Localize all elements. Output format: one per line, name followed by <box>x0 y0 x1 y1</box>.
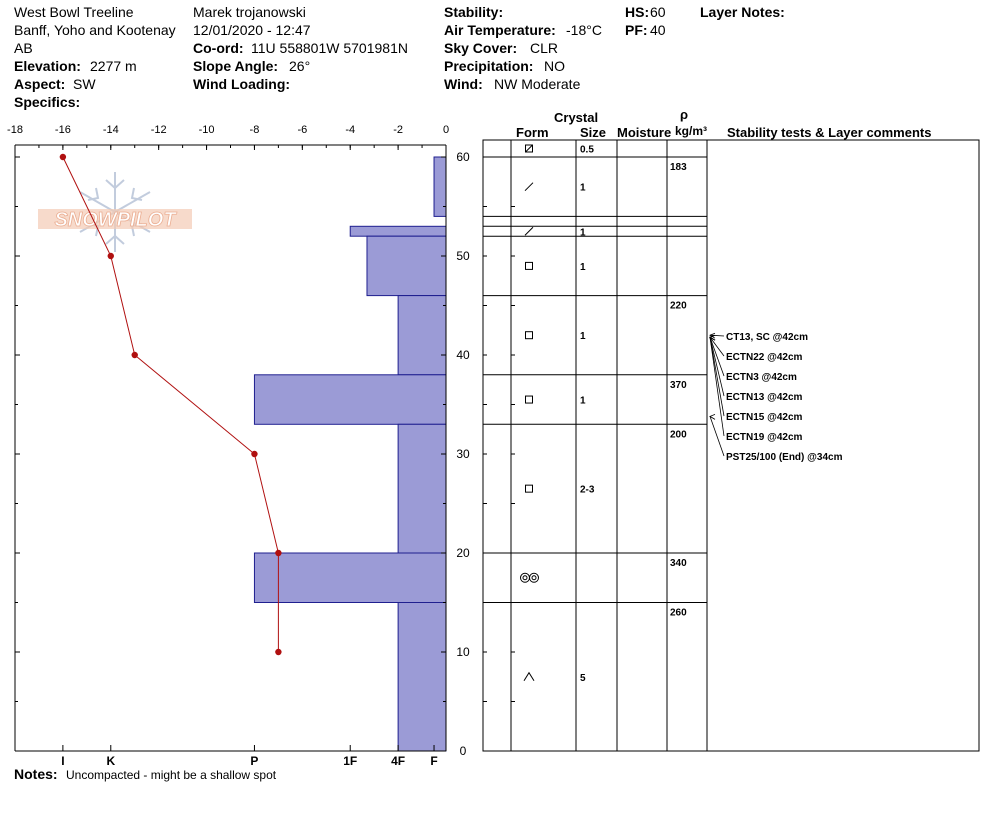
stability-test-leader <box>710 337 724 376</box>
stability-test-label: PST25/100 (End) @34cm <box>726 452 843 463</box>
height-tick-label: 50 <box>456 249 470 263</box>
notes-text: Uncompacted - might be a shallow spot <box>66 768 277 782</box>
layer-density: 183 <box>670 162 687 173</box>
hs-label: HS: <box>625 4 650 20</box>
faceted-square <box>526 396 533 403</box>
temperature-point <box>275 649 281 655</box>
stability-test-label: CT13, SC @42cm <box>726 332 809 343</box>
temperature-point <box>275 550 281 556</box>
sky-value: CLR <box>530 40 559 56</box>
layer-size: 1 <box>580 182 586 194</box>
form-header: Form <box>516 125 549 140</box>
surface-icon <box>526 145 533 152</box>
faceted-icon <box>526 485 533 492</box>
hardness-bar <box>254 375 446 425</box>
layer-density: 260 <box>670 607 687 619</box>
layer-notes-label: Layer Notes: <box>700 4 785 20</box>
rho-header: ρ <box>680 107 689 122</box>
depth-hoar-caret <box>524 673 534 681</box>
stability-test-label: ECTN22 @42cm <box>726 352 803 363</box>
height-tick-label: 30 <box>456 447 470 461</box>
height-tick-label: 10 <box>456 645 470 659</box>
stability-test-label: ECTN19 @42cm <box>726 432 803 443</box>
temp-tick-label: -18 <box>7 124 23 136</box>
melt-ring <box>521 573 530 582</box>
temp-tick-label: -16 <box>54 124 71 136</box>
layer-size: 5 <box>580 672 586 684</box>
hardness-bar <box>254 553 446 603</box>
coord-label: Co-ord: <box>193 40 244 56</box>
density-unit-header: kg/m³ <box>675 124 708 138</box>
layer-size: 2-3 <box>580 484 595 496</box>
melt-ring <box>523 576 527 580</box>
melt-ring <box>530 573 539 582</box>
notes-label: Notes: <box>14 766 58 782</box>
moisture-header: Moisture <box>617 125 672 140</box>
crystal-header: Crystal <box>554 110 599 125</box>
comments-header: Stability tests & Layer comments <box>727 125 932 140</box>
stability-test-label: ECTN13 @42cm <box>726 392 803 403</box>
hardness-bar <box>367 236 446 295</box>
slope-value: 26° <box>289 58 311 74</box>
elevation-value: 2277 m <box>90 58 137 74</box>
layer-size: 1 <box>580 261 586 273</box>
temp-tick-label: -4 <box>345 124 356 136</box>
province: AB <box>14 40 33 56</box>
stability-test-leader <box>710 335 724 336</box>
temp-tick-label: -6 <box>297 124 308 136</box>
hardness-bar <box>398 603 446 752</box>
faceted-icon <box>526 332 533 339</box>
temperature-point <box>132 352 138 358</box>
snowpilot-logo <box>38 172 192 252</box>
depth-hoar-icon <box>524 673 534 681</box>
pf-value: 40 <box>650 22 666 38</box>
precip-label: Precipitation: <box>444 58 534 74</box>
hs-value: 60 <box>650 4 666 20</box>
stability-test-label: ECTN15 @42cm <box>726 412 803 423</box>
decomposing-icon <box>525 227 533 235</box>
hardness-bar <box>434 157 446 216</box>
layer-size: 1 <box>580 331 586 343</box>
faceted-square <box>526 262 533 269</box>
size-header: Size <box>580 125 607 140</box>
temp-tick-label: -14 <box>102 124 119 136</box>
temp-tick-label: -8 <box>249 124 260 136</box>
decomposing-icon <box>525 183 533 191</box>
decomposing-stroke <box>525 227 533 235</box>
location: West Bowl Treeline <box>14 4 134 20</box>
coord-value: 11U 558801W 5701981N <box>251 40 408 56</box>
temp-tick-label: -10 <box>198 124 215 136</box>
temp-tick-label: -2 <box>393 124 404 136</box>
precip-value: NO <box>544 58 565 74</box>
hardness-tick-label: F <box>430 754 438 768</box>
hardness-tick-label: P <box>250 754 259 768</box>
hardness-tick-label: 4F <box>391 754 406 768</box>
height-tick-label: 40 <box>456 348 470 362</box>
wind-value: NW Moderate <box>494 76 581 92</box>
faceted-square <box>526 332 533 339</box>
aspect-value: SW <box>73 76 96 92</box>
observer: Marek trojanowski <box>193 4 306 20</box>
layer-table-frame <box>483 140 979 751</box>
temp-tick-label: 0 <box>442 124 450 136</box>
surface-slash <box>526 145 533 152</box>
melt-ring <box>532 576 536 580</box>
datetime: 12/01/2020 - 12:47 <box>193 22 311 38</box>
layer-density: 200 <box>670 429 687 441</box>
specifics-label: Specifics: <box>14 94 81 110</box>
temperature-point <box>108 253 114 259</box>
aspect-label: Aspect: <box>14 76 66 92</box>
layer-density: 220 <box>670 300 687 312</box>
layer-density: 370 <box>670 379 687 391</box>
temperature-line <box>63 157 279 652</box>
pf-label: PF: <box>625 22 648 38</box>
air-temp-label: Air Temperature: <box>444 22 556 38</box>
watermark-text: SNOWPILOT <box>54 209 176 231</box>
height-tick-label: 20 <box>456 546 470 560</box>
faceted-icon <box>526 262 533 269</box>
stability-test-leader <box>710 337 724 416</box>
faceted-icon <box>526 396 533 403</box>
decomposing-stroke <box>525 183 533 191</box>
hardness-bar <box>398 296 446 375</box>
height-tick-label: 60 <box>456 150 470 164</box>
temp-tick-label: -12 <box>150 124 167 136</box>
height-tick-label: 0 <box>459 744 467 758</box>
temperature-point <box>60 154 66 160</box>
stability-label: Stability: <box>444 4 504 20</box>
temperature-point <box>251 451 257 457</box>
melt-form-icon <box>521 573 539 582</box>
hardness-tick-label: I <box>61 754 65 768</box>
hardness-bar <box>398 424 446 553</box>
region: Banff, Yoho and Kootenay <box>14 22 176 38</box>
wind-label: Wind: <box>444 76 483 92</box>
hardness-bar <box>350 226 446 236</box>
faceted-square <box>526 485 533 492</box>
layer-size: 1 <box>580 395 586 407</box>
hardness-tick-label: 1F <box>343 754 358 768</box>
hardness-tick-label: K <box>106 754 116 768</box>
air-temp-value: -18°C <box>566 22 602 38</box>
wind-loading-label: Wind Loading: <box>193 76 291 92</box>
slope-label: Slope Angle: <box>193 58 279 74</box>
sky-label: Sky Cover: <box>444 40 518 56</box>
layer-size: 1 <box>580 227 586 239</box>
surface-size: 0.5 <box>580 144 594 156</box>
layer-density: 340 <box>670 558 687 569</box>
stability-test-label: ECTN3 @42cm <box>726 372 797 383</box>
elevation-label: Elevation: <box>14 58 81 74</box>
